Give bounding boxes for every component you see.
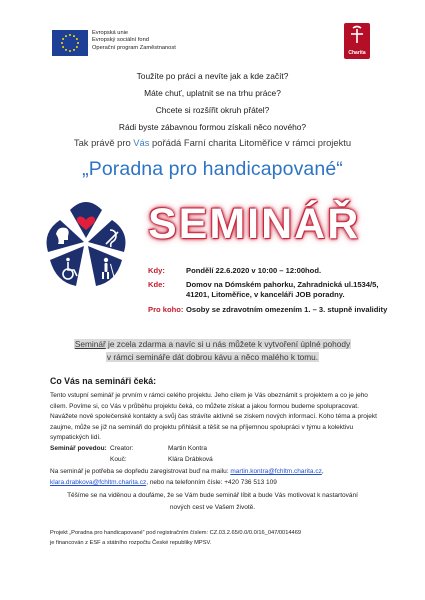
notice-seminar-word: Seminář [74, 339, 106, 349]
footer-funding [50, 529, 390, 548]
coach-name: Klára Drábková [168, 455, 213, 463]
eu-logo [52, 30, 176, 56]
question-4: Rádi byste zábavnou formou získali něco nového? [118, 122, 307, 132]
seminar-heading: SEMINÁŘ [148, 200, 361, 248]
charita-logo-name: Charita [348, 50, 366, 56]
eu-line-1: Evropská unie [92, 30, 129, 36]
question-3: Chcete si rozšířit okruh přátel? [155, 105, 270, 115]
contact-before: Na seminář je potřeba se dopředu zaregistrovat buď na mailu: [50, 468, 231, 476]
info-where-row [148, 280, 388, 300]
eu-flag-icon [52, 30, 88, 56]
email-link-martin[interactable]: martin.kontra@fchltm.charita.cz [230, 468, 322, 476]
eu-line-3: Operační program Zaměstnanost [92, 44, 176, 51]
project-title: „Poradna pro handicapované“ [82, 158, 343, 180]
staff-row-2 [50, 455, 380, 466]
intro-before: Tak právě pro [73, 137, 134, 148]
disability-graphic [30, 190, 142, 298]
contact-after: , nebo na telefonním čísle: +420 736 513 109 [146, 478, 277, 486]
footer-line-2: je financován z ESF a státního rozpočtu České republiky MPSV. [50, 539, 212, 546]
questions-list [0, 68, 425, 136]
staff-row-1 [50, 444, 380, 455]
coach-label: Kouč: [110, 455, 127, 463]
registration-contact [50, 467, 380, 488]
notice-line-1 [74, 339, 351, 349]
free-notice [0, 338, 425, 363]
info-for-value: Osoby se zdravotním omezením 1. – 3. stupně invalidity [186, 304, 388, 314]
info-where-label: Kde: [148, 280, 165, 290]
info-for-label: Pro koho: [148, 304, 184, 314]
intro-line [0, 137, 425, 148]
closing-line-1: Těšíme se na viděnou a doufáme, že se Vám bude seminář líbit a bude Vás motivovat k nastartování [67, 492, 358, 499]
creator-label: Creator: [110, 444, 134, 452]
creator-name: Martin Kontra [168, 444, 208, 452]
eu-logo-text [92, 30, 176, 52]
info-for-row [148, 305, 388, 315]
info-when-value: Pondělí 22.6.2020 v 10:00 – 12:00hod. [186, 266, 322, 275]
intro-after: pořádá Farní charita Litoměřice v rámci projektu [149, 137, 352, 148]
contact-mid: , [321, 468, 324, 476]
notice-line-2: v rámci semináře dát dobrou kávu a něco malého k tomu. [106, 351, 319, 362]
description-paragraph: Tento vstupní seminář je prvním v rámci celého projektu. Jeho cílem je Vás obeznámit s projektem a co je jeho cílem. Povíme si, co Vás v průběhu projektu čeká, co můžete získat a jakou formou budeme spolupracovat. Navážete nové společenské kontakty a svůj čas strávíte aktivně se ziskem nových informací. Koho téma a projekt zaujme, může se již na semináři do projektu přihlásit a těšit se na příjemnou spolupráci v týmu a kolektivu sympatických lidí. [50, 392, 377, 442]
closing-text [0, 490, 425, 513]
question-1: Toužíte po práci a nevíte jak a kde začít? [136, 71, 289, 81]
question-2: Máte chuť, uplatnit se na trhu práce? [144, 88, 281, 98]
notice-line-1-rest: je zcela zdarma a navíc si u nás můžete k vytvoření úplné pohody [105, 339, 351, 349]
description-heading: Co Vás na semináři čeká: [50, 376, 157, 386]
info-where-value: Domov na Dómském pahorku, Zahradnická ul.1534/5, 41201, Litoměřice, v kanceláři JOB poradny. [186, 280, 379, 300]
seminar-description [50, 376, 380, 488]
info-when-row [148, 266, 388, 276]
footer-line-1: Projekt „Poradna pro handicapované“ pod registračním číslem: CZ.03.2.65/0.0/0.0/16_047/0014469 [50, 530, 302, 536]
info-when-label: Kdy: [148, 266, 165, 275]
event-info [148, 266, 388, 319]
eu-line-2: Evropský sociální fond [92, 37, 149, 44]
email-link-klara[interactable]: klara.drabkova@fchltm.charita.cz [50, 478, 147, 486]
intro-highlight: Vás [133, 137, 150, 148]
staff-label: Seminář povedou: [50, 444, 107, 452]
closing-line-2: nových cest ve Vašem životě. [169, 503, 256, 511]
